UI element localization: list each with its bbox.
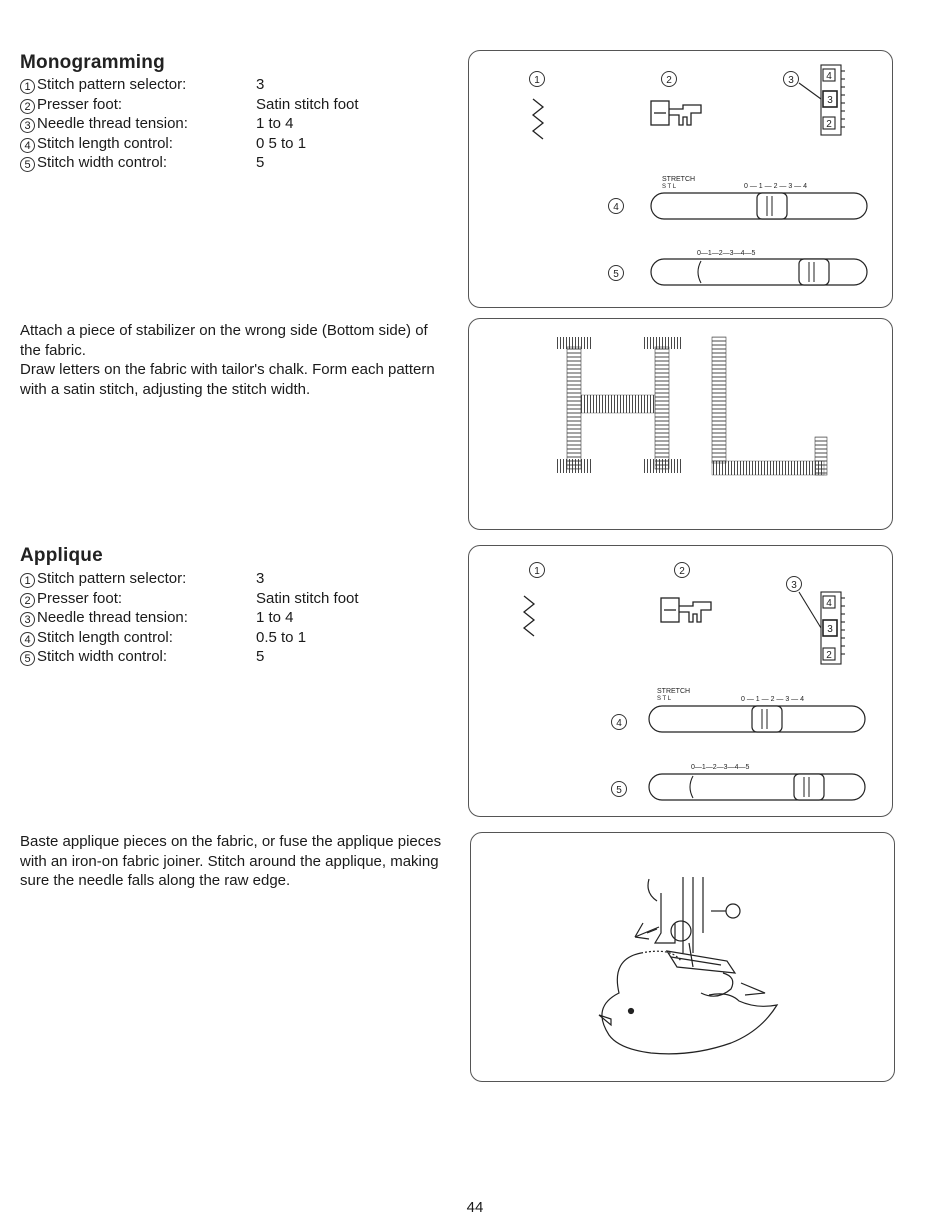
setting-value: Satin stitch foot — [256, 589, 359, 607]
duck-applique-icon — [599, 951, 777, 1054]
stretch-sub-label: S T L — [662, 184, 677, 190]
dial-number: 3 — [827, 624, 833, 635]
setting-value: 3 — [256, 570, 265, 587]
setting-row — [20, 647, 359, 667]
satin-foot-icon — [661, 598, 711, 622]
dial-number: 3 — [827, 95, 833, 106]
setting-label: Stitch length control: — [37, 628, 173, 646]
setting-label: Needle thread tension: — [37, 609, 188, 626]
applique-settings-panel — [468, 545, 893, 817]
setting-label: Needle thread tension: — [37, 115, 188, 132]
stretch-label: STRETCH — [657, 688, 691, 695]
callout-4: 4 — [616, 718, 622, 729]
setting-row — [20, 589, 359, 609]
setting-value: 1 to 4 — [256, 609, 294, 626]
callout-4: 4 — [20, 138, 35, 153]
callout-5: 5 — [20, 651, 35, 666]
stitch-length-slider-icon — [649, 688, 865, 732]
callout-1: 1 — [534, 566, 540, 577]
setting-row — [20, 608, 359, 628]
applique-title: Applique — [20, 545, 103, 566]
hl-monogram-illustration — [469, 319, 894, 531]
stabilizer-instruction: Attach a piece of stabilizer on the wrong side (Bottom side) of the fabric. — [20, 322, 428, 359]
tension-dial-icon — [799, 592, 845, 664]
setting-label: Presser foot: — [37, 589, 123, 607]
setting-value: 5 — [256, 154, 265, 171]
callout-2: 2 — [679, 566, 685, 577]
dial-number: 4 — [826, 598, 832, 609]
callout-5: 5 — [616, 785, 622, 796]
page-number: 44 — [466, 1199, 484, 1216]
setting-value: 5 — [256, 648, 265, 665]
callout-1: 1 — [20, 573, 35, 588]
applique-sewing-illustration — [471, 833, 896, 1083]
baste-instruction: Baste applique pieces on the fabric, or fuse the applique pieces with an iron-on fabric joiner. Stitch around the applique, making sure the needle falls along the raw edge. — [20, 833, 442, 889]
callout-4: 4 — [20, 632, 35, 647]
setting-label: Stitch length control: — [37, 134, 173, 152]
zigzag-stitch-icon — [533, 99, 543, 139]
stretch-sub-label: S T L — [657, 696, 672, 702]
length-scale: 0 — 1 — 2 — 3 — 4 — [744, 183, 808, 190]
setting-label: Presser foot: — [37, 95, 123, 113]
setting-label: Stitch width control: — [37, 154, 168, 171]
setting-row — [20, 114, 359, 134]
setting-value: 1 to 4 — [256, 115, 294, 132]
monogramming-title: Monogramming — [20, 52, 165, 73]
callout-5: 5 — [20, 157, 35, 172]
callout-2: 2 — [666, 75, 672, 86]
width-scale: 0—1—2—3—4—5 — [697, 250, 756, 257]
setting-row — [20, 569, 359, 589]
callout-3: 3 — [20, 612, 35, 627]
tension-dial-icon — [799, 65, 845, 135]
applique-settings — [20, 569, 359, 667]
setting-label: Stitch width control: — [37, 648, 168, 665]
length-scale: 0 — 1 — 2 — 3 — 4 — [741, 696, 805, 703]
callout-3: 3 — [20, 118, 35, 133]
monogramming-settings-panel — [468, 50, 893, 308]
width-scale: 0—1—2—3—4—5 — [691, 764, 750, 771]
dial-number: 2 — [826, 650, 832, 661]
callout-3: 3 — [788, 75, 794, 86]
callout-4: 4 — [613, 202, 619, 213]
setting-row — [20, 153, 359, 173]
applique-illustration-panel — [470, 832, 895, 1082]
chalk-instruction: Draw letters on the fabric with tailor's chalk. Form each pattern with a satin stitch, adjusting the stitch width. — [20, 361, 435, 398]
setting-value: Satin stitch foot — [256, 95, 359, 113]
stretch-label: STRETCH — [662, 176, 696, 183]
machine-settings-diagram — [469, 51, 894, 309]
stitch-width-slider-icon — [649, 764, 865, 800]
stitch-length-slider-icon — [651, 176, 867, 219]
setting-value: 0.5 to 1 — [256, 628, 307, 646]
callout-1: 1 — [20, 79, 35, 94]
setting-label: Stitch pattern selector: — [37, 76, 187, 93]
stitch-width-slider-icon — [651, 250, 867, 285]
callout-2: 2 — [20, 99, 35, 114]
setting-value: 0 5 to 1 — [256, 134, 307, 152]
machine-settings-diagram — [469, 546, 894, 818]
dial-number: 2 — [826, 119, 832, 130]
monogram-letters-panel — [468, 318, 893, 530]
callout-3: 3 — [791, 580, 797, 591]
callout-2: 2 — [20, 593, 35, 608]
setting-value: 3 — [256, 76, 265, 93]
callout-5: 5 — [613, 269, 619, 280]
setting-row — [20, 75, 359, 95]
dial-number: 4 — [826, 71, 832, 82]
setting-row — [20, 134, 359, 154]
callout-1: 1 — [534, 75, 540, 86]
monogramming-settings — [20, 75, 359, 173]
zigzag-stitch-icon — [524, 596, 534, 636]
setting-row — [20, 628, 359, 648]
satin-foot-icon — [651, 101, 701, 125]
presser-foot-needle-icon — [635, 877, 740, 973]
setting-label: Stitch pattern selector: — [37, 570, 187, 587]
setting-row — [20, 95, 359, 115]
